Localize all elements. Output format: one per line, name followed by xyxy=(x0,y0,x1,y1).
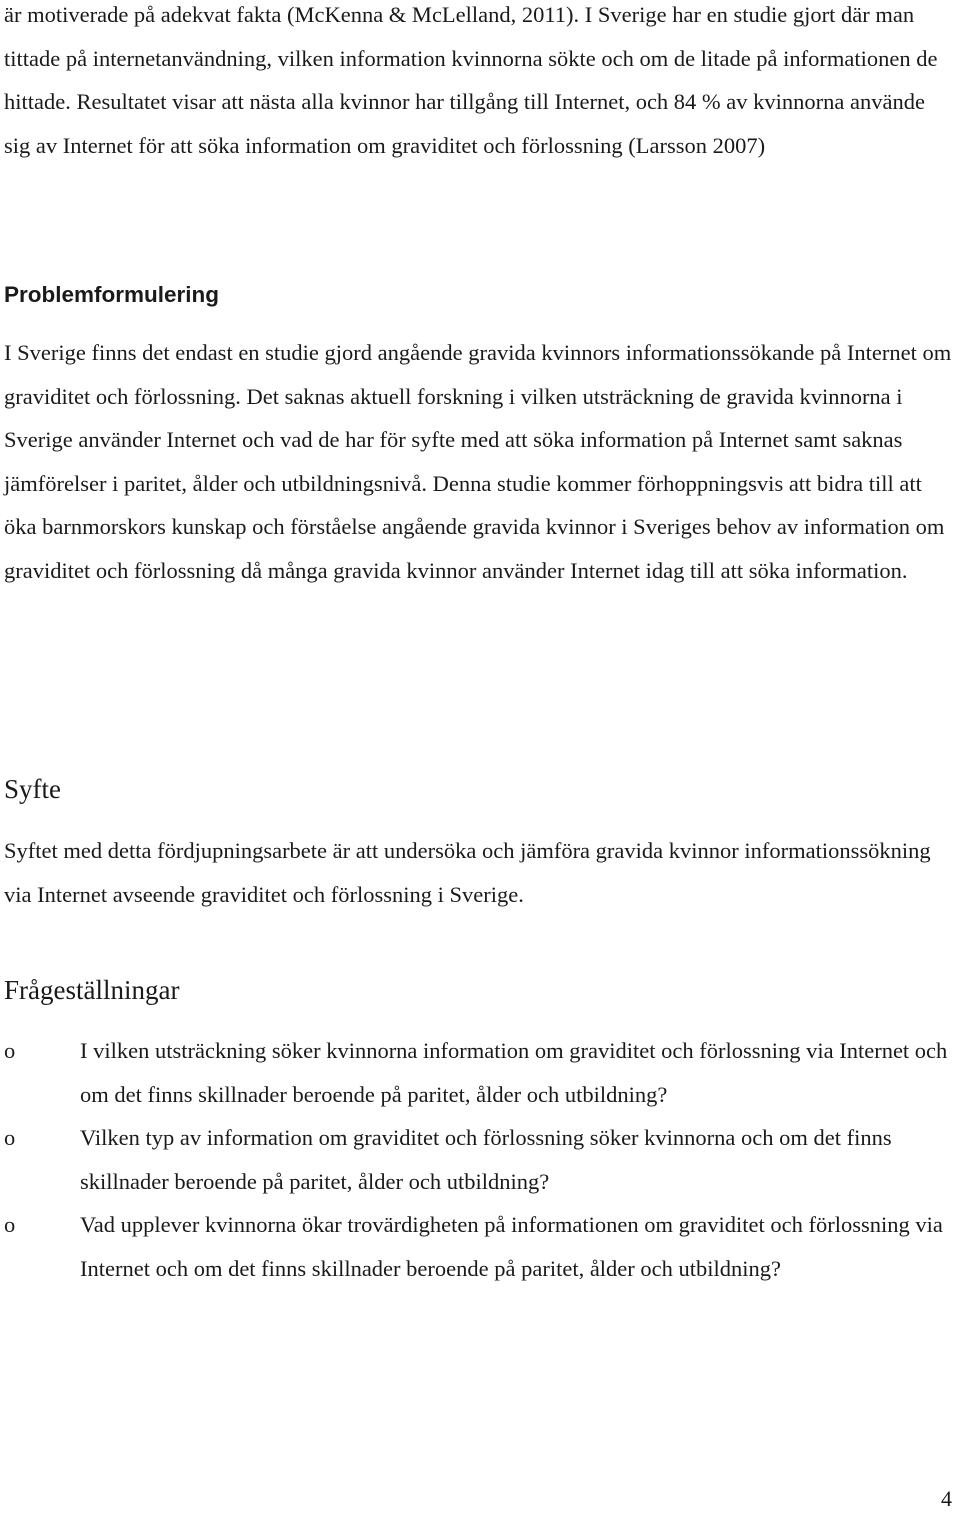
problem-heading: Problemformulering xyxy=(4,282,220,307)
question-list xyxy=(4,1029,954,1291)
question-text: I vilken utsträckning söker kvinnorna information om graviditet och förlossning via Internet och om det finns skillnader beroende på paritet, ålder och utbildning? xyxy=(80,1038,948,1107)
list-item xyxy=(4,1203,954,1290)
syfte-heading: Syfte xyxy=(4,774,61,804)
page-number: 4 xyxy=(941,1486,952,1511)
bullet-icon: o xyxy=(4,1038,16,1063)
list-item xyxy=(4,1116,954,1203)
intro-paragraph: är motiverade på adekvat fakta (McKenna & McLelland, 2011). I Sverige har en studie gjort där man tittade på internetanvändning, vilken information kvinnorna sökte och om de litade på informationen de hittade. Resultatet visar att nästa alla kvinnor har tillgång till Internet, och 84 % av kvinnorna använde sig av Internet för att söka information om graviditet och förlossning (Larsson 2007) xyxy=(4,2,938,158)
question-text: Vad upplever kvinnorna ökar trovärdigheten på informationen om graviditet och förlossning via Internet och om det finns skillnader beroende på paritet, ålder och utbildning? xyxy=(80,1212,943,1281)
list-item xyxy=(4,1029,954,1116)
fragestallningar-heading: Frågeställningar xyxy=(4,975,180,1005)
syfte-paragraph: Syftet med detta fördjupningsarbete är att undersöka och jämföra gravida kvinnor informationssökning via Internet avseende graviditet och förlossning i Sverige. xyxy=(4,838,931,907)
bullet-icon: o xyxy=(4,1125,16,1151)
bullet-icon: o xyxy=(4,1212,16,1238)
question-text: Vilken typ av information om graviditet och förlossning söker kvinnorna och om det finns skillnader beroende på paritet, ålder och utbildning? xyxy=(80,1125,892,1194)
problem-paragraph: I Sverige finns det endast en studie gjord angående gravida kvinnors informationssökande på Internet om graviditet och förlossning. Det saknas aktuell forskning i vilken utsträckning de gravida kvinnorna i Sverige använder Internet och vad de har för syfte med att söka information på Internet samt saknas jämförelser i paritet, ålder och utbildningsnivå. Denna studie kommer förhoppningsvis att bidra till att öka barnmorskors kunskap och förståelse angående gravida kvinnor i Sveriges behov av information om graviditet och förlossning då många gravida kvinnor använder Internet idag till att söka information. xyxy=(4,340,952,583)
